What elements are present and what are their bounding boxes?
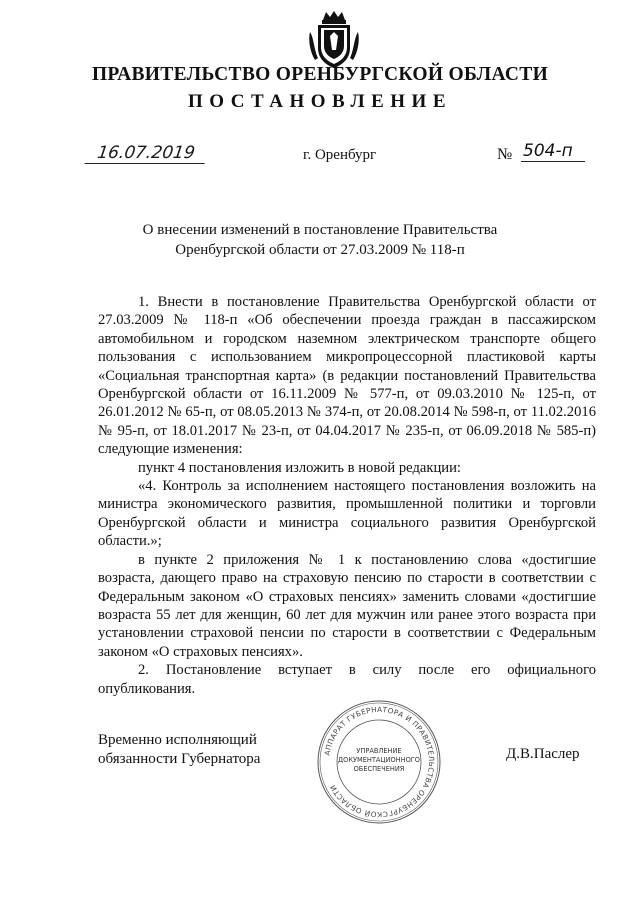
signer-name: Д.В.Паслер [506, 746, 580, 762]
document-city: г. Оренбург [303, 147, 377, 163]
orenburg-coat-of-arms-icon [306, 10, 362, 70]
stamp-center-line: ОБЕСПЕЧЕНИЯ [353, 765, 405, 773]
body-paragraph: 1. Внести в постановление Правительства Оренбургской области от 27.03.2009 № 118-п «Об обеспечении проезда граждан в пассажирском автомобильном и городском наземном электрическом транспорте общего пользования с использованием микропроцессорной пластиковой карты «Социальная транспортная карта» (в редакции постановлений Правительства Оренбургской области от 16.11.2009 № 577-п, от 09.03.2010 № 125-п, от 26.01.2012 № 65-п, от 08.05.2013 № 374-п, от 20.08.2014 № 598-п, от 11.02.2016 № 95-п, от 18.01.2017 № 23-п, от 04.04.2017 № 235-п, от 06.09.2018 № 585-п) следующие изменения: [98, 294, 596, 458]
stamp-center-line: УПРАВЛЕНИЕ [356, 747, 402, 755]
subject-line: Оренбургской области от 27.03.2009 № 118-п [175, 242, 465, 258]
document-body [98, 293, 596, 698]
body-paragraph: пункт 4 постановления изложить в новой редакции: [138, 459, 461, 476]
document-number: 504-п [521, 141, 585, 162]
document-type-title: ПОСТАНОВЛЕНИЕ [187, 91, 453, 112]
organization-title: ПРАВИТЕЛЬСТВО ОРЕНБУРГСКОЙ ОБЛАСТИ [91, 64, 549, 85]
signer-position-line: обязанности Губернатора [98, 750, 261, 767]
body-paragraph: «4. Контроль за исполнением настоящего постановления возложить на министра экономического развития, промышленной политики и торговли Оренбургской области и министра социального развития Оренбургской области.»; [98, 478, 596, 550]
signer-position [98, 731, 260, 768]
subject-line: О внесении изменений в постановление Правительства [142, 222, 498, 238]
document-date: 16.07.2019 [85, 143, 208, 164]
document-number-label: № [497, 146, 513, 163]
stamp-center-line: ДОКУМЕНТАЦИОННОГО [338, 756, 420, 764]
body-paragraph: в пункте 2 приложения № 1 к постановлению слова «достигшие возраста, дающего право на страховую пенсию по старости в соответствии с Федеральным законом «О страховых пенсиях» заменить словами «достигшие возраста 55 лет для женщин, 60 лет для мужчин или ранее этого возраста при установлении страховой пенсии по старости в соответствии с Федеральным законом «О страховых пенсиях». [98, 551, 596, 660]
body-paragraph: 2. Постановление вступает в силу после его официального опубликования. [98, 662, 596, 697]
document-subject [0, 220, 640, 260]
stamp-ring-text: АППАРАТ ГУБЕРНАТОРА И ПРАВИТЕЛЬСТВА ОРЕНБУРГСКОЙ ОБЛАСТИ [322, 704, 437, 820]
signer-position-line: Временно исполняющий [98, 732, 257, 748]
official-stamp-icon [315, 698, 443, 826]
